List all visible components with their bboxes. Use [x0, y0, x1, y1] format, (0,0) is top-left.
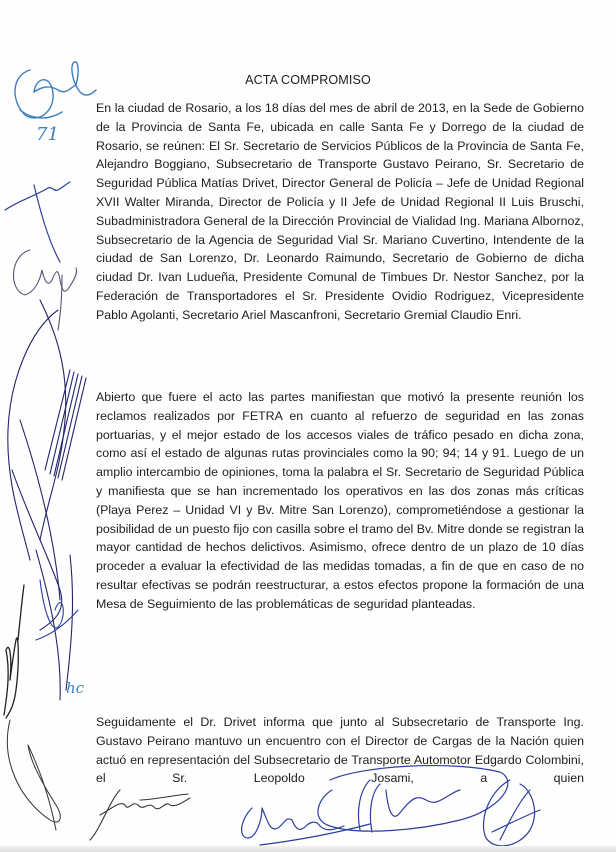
signature-3: [14, 250, 77, 330]
paragraph-attendees: En la ciudad de Rosario, a los 18 días del mes de abril de 2013, en la Sede de Gobierno de la Provincia de Santa Fe, ubicada en calle Santa Fe y Dorrego de la ciudad de Rosario, se reúnen: El Sr. Secretario de Servicios Públicos de la Provincia de Santa Fe, Alejandro Boggiano, Subsecretario de Transporte Gustavo Peirano, Sr. Secretario de Seguridad Pública Matías Drivet, Director General de Policía – Jefe de Unidad Regional XVII Walter Miranda, Director de Policía y II Jefe de Unidad Regional II Luis Bruschi, Subadministradora General de la Dirección Provincial de Vialidad Ing. Mariana Albornoz, Subsecretario de la Agencia de Seguridad Vial Sr. Mariano Cuvertino, Intendente de la ciudad de San Lorenzo, Dr. Leonardo Raimundo, Secretario de Gobierno de dicha ciudad Dr. Ivan Ludueña, Presidente Comunal de Timbues Dr. Nestor Sanchez, por la Federación de Transportadores el Sr. Presidente Ovidio Rodriguez, Vicepresidente Pablo Agolanti, Secretario Ariel Mascanfroni, Secretario Gremial Claudio Enri.: [96, 101, 584, 322]
paragraph-security-claims: Abierto que fuere el acto las partes manifiestan que motivó la presente reunión los reclamos realizados por FETRA en cuanto al refuerzo de seguridad en las zonas portuarias, y el mejor estado de los accesos viales de tráfico pesado en dicha zona, como así el estado de algunas rutas provinciales como la 90; 94; 14 y 91. Luego de un amplio intercambio de opiniones, toma la palabra el Sr. Secretario de Seguridad Pública y manifiesta que se han incrementado los operativos en las dos zonas más críticas (Playa Perez – Unidad VI y Bv. Mitre San Lorenzo), comprometiéndose a gestionar la posibilidad de un puesto fijo con casilla sobre el tramo del Bv. Mitre donde se registran la mayor cantidad de hechos delictivos. Asimismo, ofrece dentro de un plazo de 10 días proceder a evaluar la efectividad de las medidas tomadas, a fin de que en caso de no resultar efectivas se podrán reestructurar, a estos efectos propone la formación de una Mesa de Seguimiento de las problemáticas de seguridad planteadas.: [96, 390, 584, 611]
signature-1: [15, 62, 96, 118]
signature-4: [8, 300, 86, 700]
document-title: ACTA COMPROMISO: [245, 73, 371, 87]
margin-annotation: 71: [36, 124, 59, 145]
signature-5: [36, 580, 78, 640]
signature-2: [5, 182, 70, 262]
signature-7: [7, 720, 60, 830]
page-bottom-edge: [0, 846, 616, 852]
margin-initials: hc: [66, 679, 85, 697]
signature-8: [90, 790, 190, 840]
signature-11: [483, 780, 540, 846]
signature-9: [242, 808, 370, 845]
paragraph-meeting-report: Seguidamente el Dr. Drivet informa que junto al Subsecretario de Transporte Ing. Gustavo Peirano mantuvo un encuentro con el Director de Cargas de la Nación quien actuó en representación del Subsecretario de Transporte Automotor Edgardo Colombini, el Sr. Leopoldo Josami, a quien: [96, 715, 584, 786]
signature-6: [4, 585, 24, 718]
